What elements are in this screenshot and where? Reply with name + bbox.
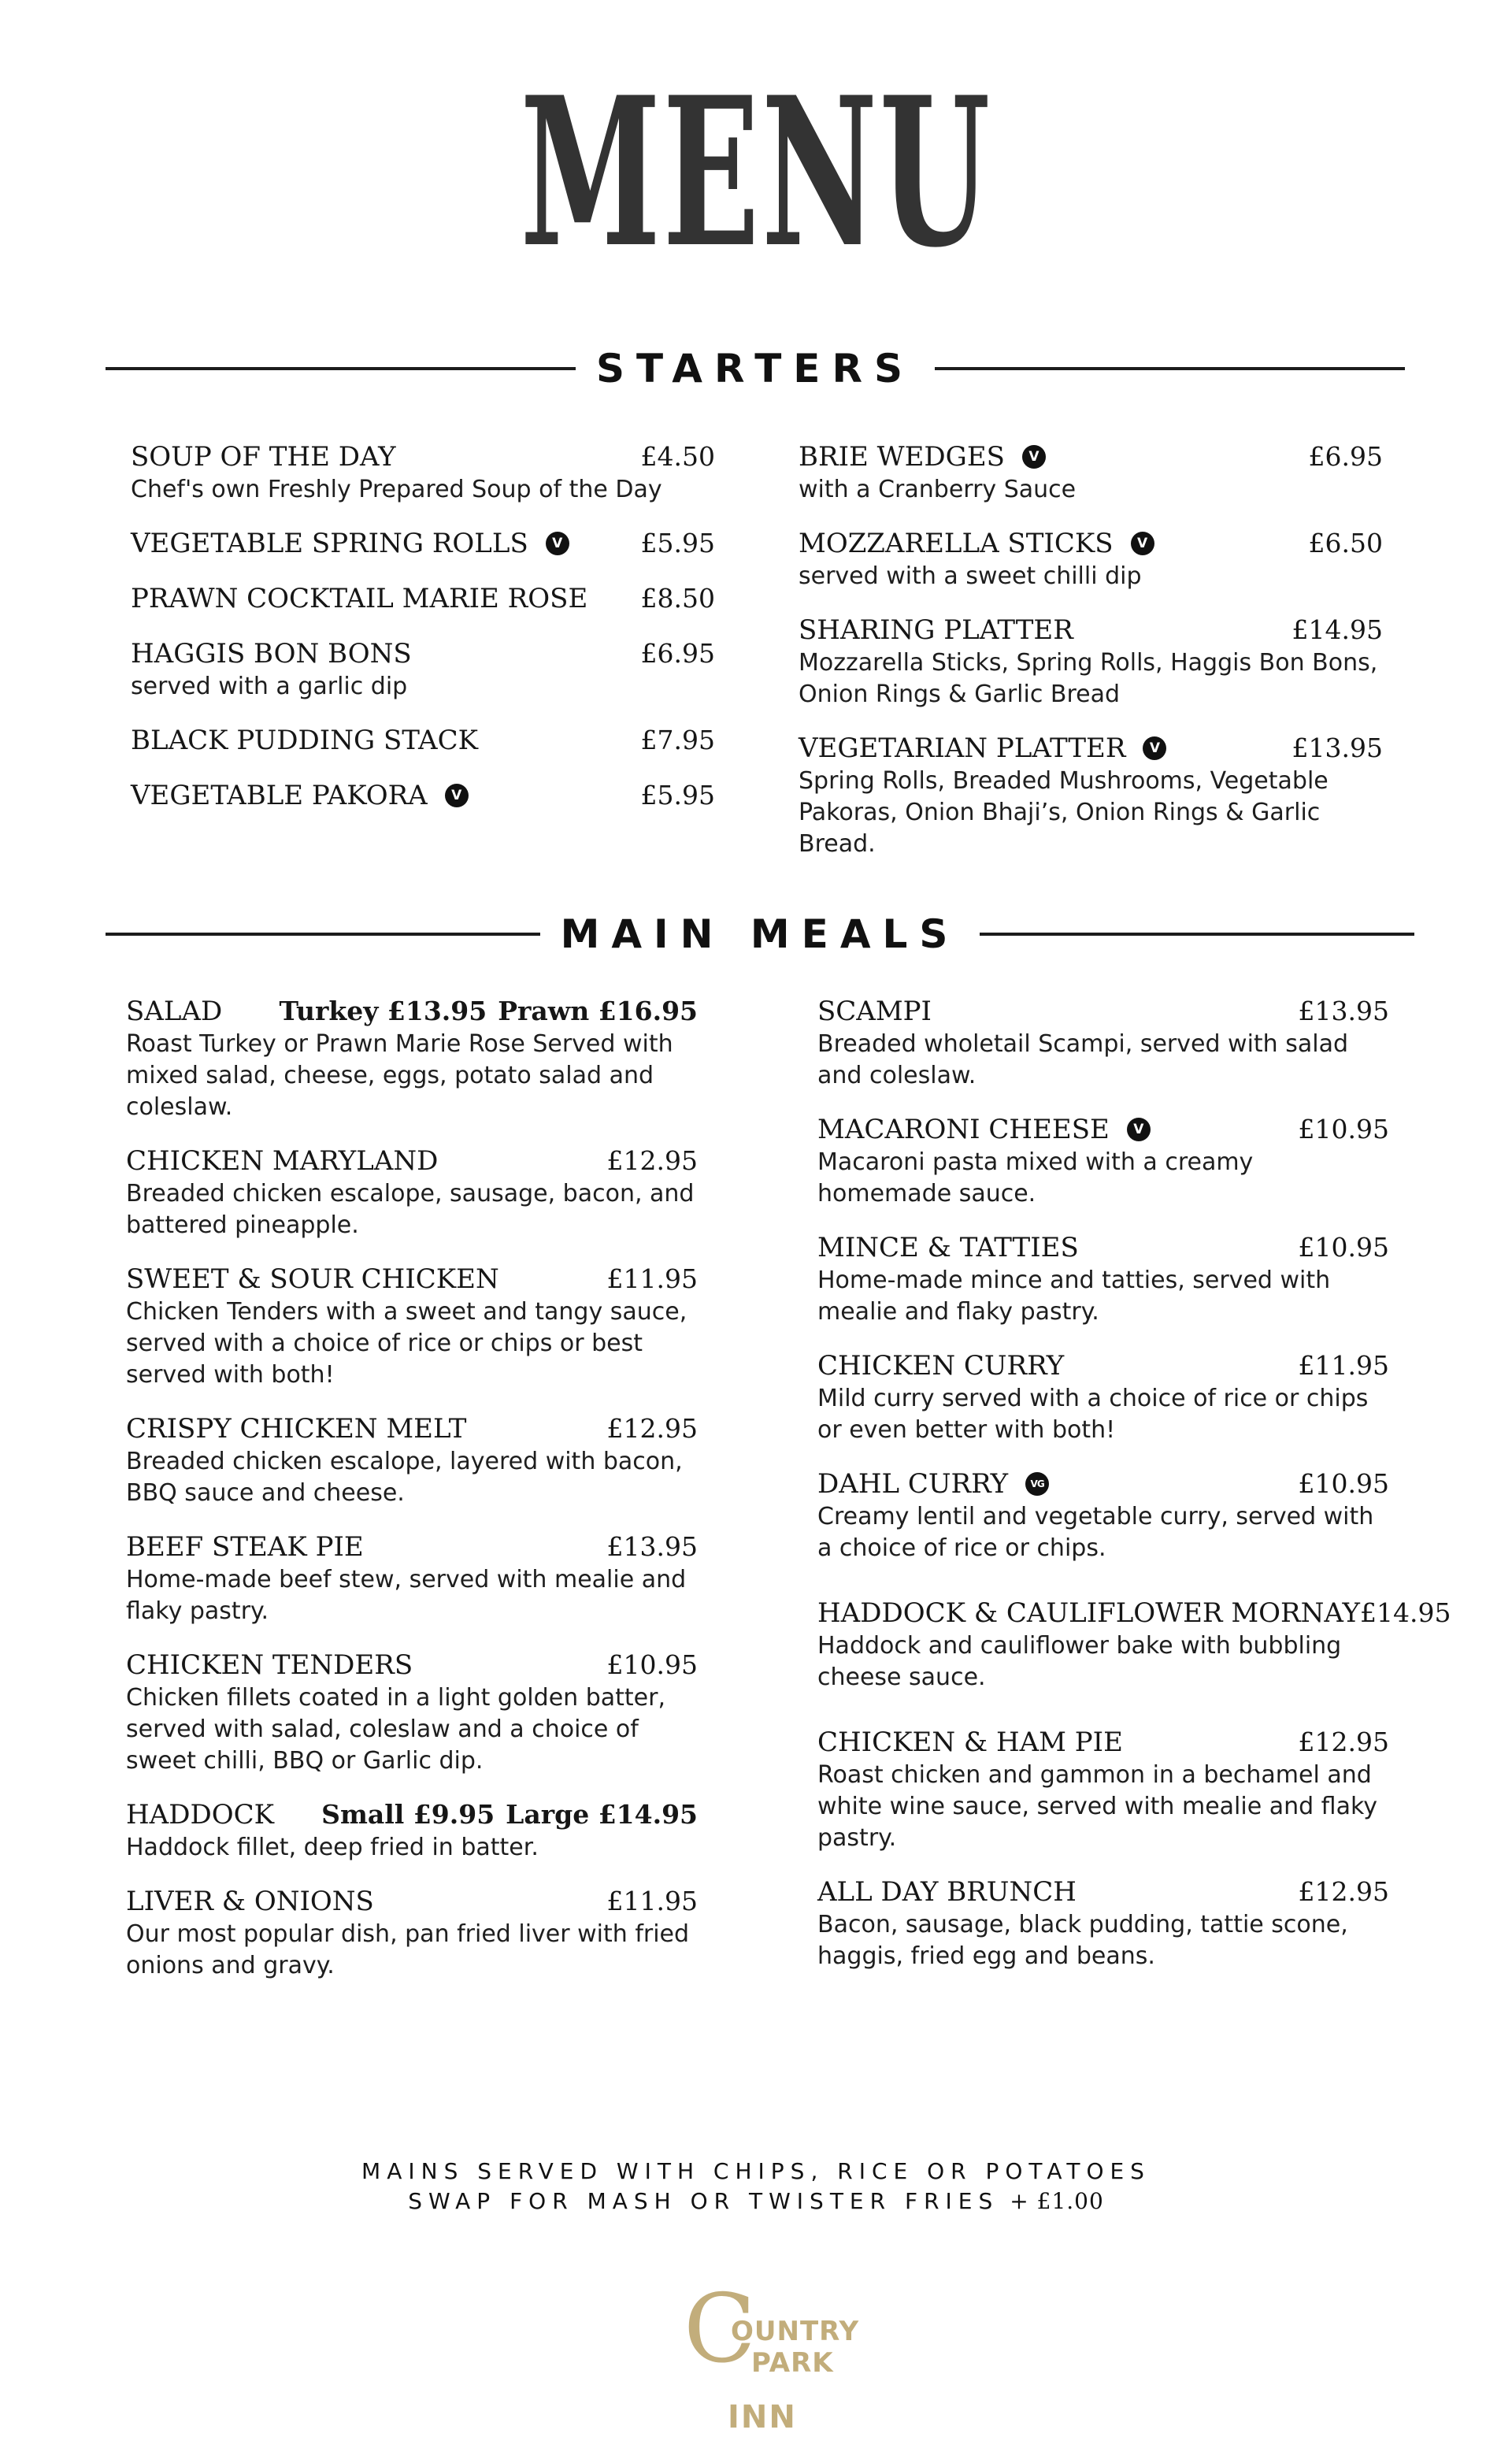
item-description: Home-made mince and tatties, served with mealie and flaky pastry.: [817, 1267, 1331, 1326]
item-price: £14.95: [1360, 1597, 1451, 1628]
menu-item: [126, 1262, 698, 1391]
menu-item: [799, 526, 1383, 592]
vegetarian-icon: V: [1131, 532, 1154, 555]
item-description: served with a sweet chilli dip: [799, 562, 1142, 590]
item-description: with a Cranberry Sauce: [799, 476, 1077, 503]
item-price: £8.50: [640, 583, 715, 614]
menu-item: [126, 1144, 698, 1241]
item-description: Spring Rolls, Breaded Mushrooms, Vegetable Pakoras, Onion Bhaji’s, Onion Rings & Garlic Bread.: [799, 767, 1329, 858]
menu-item: [126, 1648, 698, 1777]
item-name: SOUP OF THE DAY: [131, 441, 396, 473]
item-price: £10.95: [1298, 1114, 1389, 1144]
starters-heading: [106, 340, 1405, 397]
item-price: £13.95: [1298, 996, 1389, 1026]
price-option: Small £9.95: [321, 1799, 495, 1830]
item-description: Creamy lentil and vegetable curry, served with a choice of rice or chips.: [817, 1503, 1374, 1562]
item-price: £5.95: [640, 780, 715, 810]
item-description: Haddock and cauliflower bake with bubbling cheese sauce.: [817, 1632, 1342, 1691]
item-price: £12.95: [1298, 1876, 1389, 1907]
item-description: Roast Turkey or Prawn Marie Rose Served with mixed salad, cheese, eggs, potato salad and coleslaw.: [126, 1030, 673, 1121]
menu-item: [799, 613, 1383, 710]
vegetarian-icon: V: [1127, 1118, 1151, 1141]
item-description: Breaded wholetail Scampi, served with salad and coleslaw.: [817, 1030, 1348, 1089]
item-description: served with a garlic dip: [131, 673, 408, 700]
item-description: Macaroni pasta mixed with a creamy homemade sauce.: [817, 1148, 1254, 1207]
section-title: MAIN MEALS: [560, 911, 960, 957]
logo-word: PARK: [751, 2347, 834, 2379]
logo-word: OUNTRY: [731, 2316, 860, 2347]
menu-item: [126, 994, 698, 1123]
vegetarian-icon: V: [1022, 445, 1046, 469]
item-description: Breaded chicken escalope, layered with bacon, BBQ sauce and cheese.: [126, 1448, 683, 1507]
item-description: Chicken Tenders with a sweet and tangy sauce, served with a choice of rice or chips or best served with both!: [126, 1298, 687, 1389]
divider: [106, 367, 576, 370]
item-name: ALL DAY BRUNCH: [817, 1876, 1077, 1908]
item-price: £10.95: [606, 1649, 698, 1680]
item-price: £14.95: [1292, 614, 1383, 645]
item-price: £10.95: [1298, 1468, 1389, 1499]
item-name: CHICKEN & HAM PIE: [817, 1727, 1123, 1758]
item-name: HAGGIS BON BONS: [131, 638, 412, 670]
item-name: CHICKEN MARYLAND: [126, 1145, 439, 1177]
item-price: £13.95: [1292, 733, 1383, 763]
menu-item: [131, 723, 715, 758]
item-price: £12.95: [606, 1413, 698, 1444]
menu-item: [817, 1725, 1389, 1854]
price-option: Turkey £13.95: [279, 996, 487, 1026]
menu-item: [126, 1411, 698, 1509]
divider: [980, 933, 1414, 936]
item-price: £6.50: [1308, 528, 1383, 558]
item-name: VEGETABLE PAKORA: [131, 780, 428, 811]
sides-note: MAINS SERVED WITH CHIPS, RICE OR POTATOES: [361, 2158, 1151, 2184]
item-description: Haddock fillet, deep fried in batter.: [126, 1834, 539, 1861]
item-name: HADDOCK: [126, 1799, 275, 1831]
menu-item: [817, 1230, 1389, 1328]
item-price: £13.95: [606, 1531, 698, 1562]
item-price: £7.95: [640, 725, 715, 755]
price-option: Prawn £16.95: [498, 996, 698, 1026]
surcharge-price: + £1.00: [1010, 2188, 1104, 2214]
item-price: £6.95: [1308, 441, 1383, 472]
menu-item: [817, 994, 1389, 1092]
country-park-inn-logo: [677, 2275, 860, 2439]
vegetarian-icon: V: [1143, 736, 1166, 760]
mains-left-column: [126, 994, 698, 2002]
item-price: [279, 994, 698, 1029]
item-name: BRIE WEDGES: [799, 441, 1005, 473]
item-name: SHARING PLATTER: [799, 614, 1073, 646]
menu-item: [817, 1596, 1451, 1693]
item-description: Bacon, sausage, black pudding, tattie scone, haggis, fried egg and beans.: [817, 1911, 1348, 1970]
menu-item: [126, 1530, 698, 1627]
footer-notes: [0, 2157, 1512, 2216]
main-meals-heading: [106, 906, 1414, 963]
vegetarian-icon: V: [445, 784, 469, 807]
menu-item: [131, 636, 715, 703]
section-title: STARTERS: [596, 346, 914, 391]
item-price: £6.95: [640, 638, 715, 669]
menu-item: [817, 1875, 1389, 1972]
item-name: VEGETARIAN PLATTER: [799, 733, 1126, 764]
item-name: SWEET & SOUR CHICKEN: [126, 1263, 499, 1295]
item-name: SALAD: [126, 996, 223, 1027]
item-description: Chef's own Freshly Prepared Soup of the Day: [131, 476, 662, 503]
divider: [106, 933, 540, 936]
menu-item: [799, 731, 1383, 860]
item-price: £5.95: [640, 528, 715, 558]
item-name: LIVER & ONIONS: [126, 1886, 374, 1917]
item-name: CRISPY CHICKEN MELT: [126, 1413, 467, 1445]
item-name: BEEF STEAK PIE: [126, 1531, 364, 1563]
vegetarian-icon: V: [546, 532, 569, 555]
item-price: £12.95: [606, 1145, 698, 1176]
item-price: [321, 1797, 698, 1832]
item-name: BLACK PUDDING STACK: [131, 725, 479, 756]
item-name: VEGETABLE SPRING ROLLS: [131, 528, 528, 559]
item-price: £12.95: [1298, 1727, 1389, 1757]
mains-right-column: [817, 994, 1451, 1993]
menu-item: [126, 1884, 698, 1982]
item-name: PRAWN COCKTAIL MARIE ROSE: [131, 583, 588, 614]
item-name: HADDOCK & CAULIFLOWER MORNAY: [817, 1597, 1360, 1629]
divider: [935, 367, 1405, 370]
item-name: MINCE & TATTIES: [817, 1232, 1079, 1263]
menu-item: [131, 526, 715, 561]
item-name: MACARONI CHEESE: [817, 1114, 1110, 1145]
menu-item: [799, 440, 1383, 506]
menu-item: [817, 1467, 1389, 1564]
logo-letter: C: [684, 2275, 756, 2384]
swap-note: [0, 2187, 1512, 2216]
item-description: Mozzarella Sticks, Spring Rolls, Haggis Bon Bons, Onion Rings & Garlic Bread: [799, 649, 1378, 708]
item-name: SCAMPI: [817, 996, 932, 1027]
item-name: CHICKEN TENDERS: [126, 1649, 413, 1681]
logo-word: INN: [728, 2399, 797, 2435]
item-name: CHICKEN CURRY: [817, 1350, 1065, 1382]
item-price: £10.95: [1298, 1232, 1389, 1263]
starters-left-column: [131, 440, 715, 833]
item-description: Chicken fillets coated in a light golden batter, served with salad, coleslaw and a choice of sweet chilli, BBQ or Garlic dip.: [126, 1684, 665, 1775]
item-price: £11.95: [606, 1886, 698, 1916]
menu-item: [131, 581, 715, 616]
menu-item: [817, 1112, 1389, 1210]
item-description: Mild curry served with a choice of rice or chips or even better with both!: [817, 1385, 1369, 1444]
item-description: Home-made beef stew, served with mealie and flaky pastry.: [126, 1566, 687, 1625]
starters-right-column: [799, 440, 1383, 881]
item-price: £4.50: [640, 441, 715, 472]
price-option: Large £14.95: [506, 1799, 698, 1830]
menu-item: [126, 1797, 698, 1864]
menu-item: [131, 440, 715, 506]
item-price: £11.95: [606, 1263, 698, 1294]
menu-title: MENU: [520, 53, 992, 293]
item-description: Breaded chicken escalope, sausage, bacon, and battered pineapple.: [126, 1180, 695, 1239]
item-description: Roast chicken and gammon in a bechamel and white wine sauce, served with mealie and flaky pastry.: [817, 1761, 1378, 1852]
item-name: MOZZARELLA STICKS: [799, 528, 1114, 559]
vegan-icon: VG: [1025, 1472, 1049, 1496]
menu-item: [817, 1348, 1389, 1446]
item-description: Our most popular dish, pan fried liver with fried onions and gravy.: [126, 1920, 690, 1979]
swap-text: SWAP FOR MASH OR TWISTER FRIES: [408, 2188, 999, 2214]
item-price: £11.95: [1298, 1350, 1389, 1381]
menu-item: [131, 778, 715, 813]
item-name: DAHL CURRY: [817, 1468, 1009, 1500]
